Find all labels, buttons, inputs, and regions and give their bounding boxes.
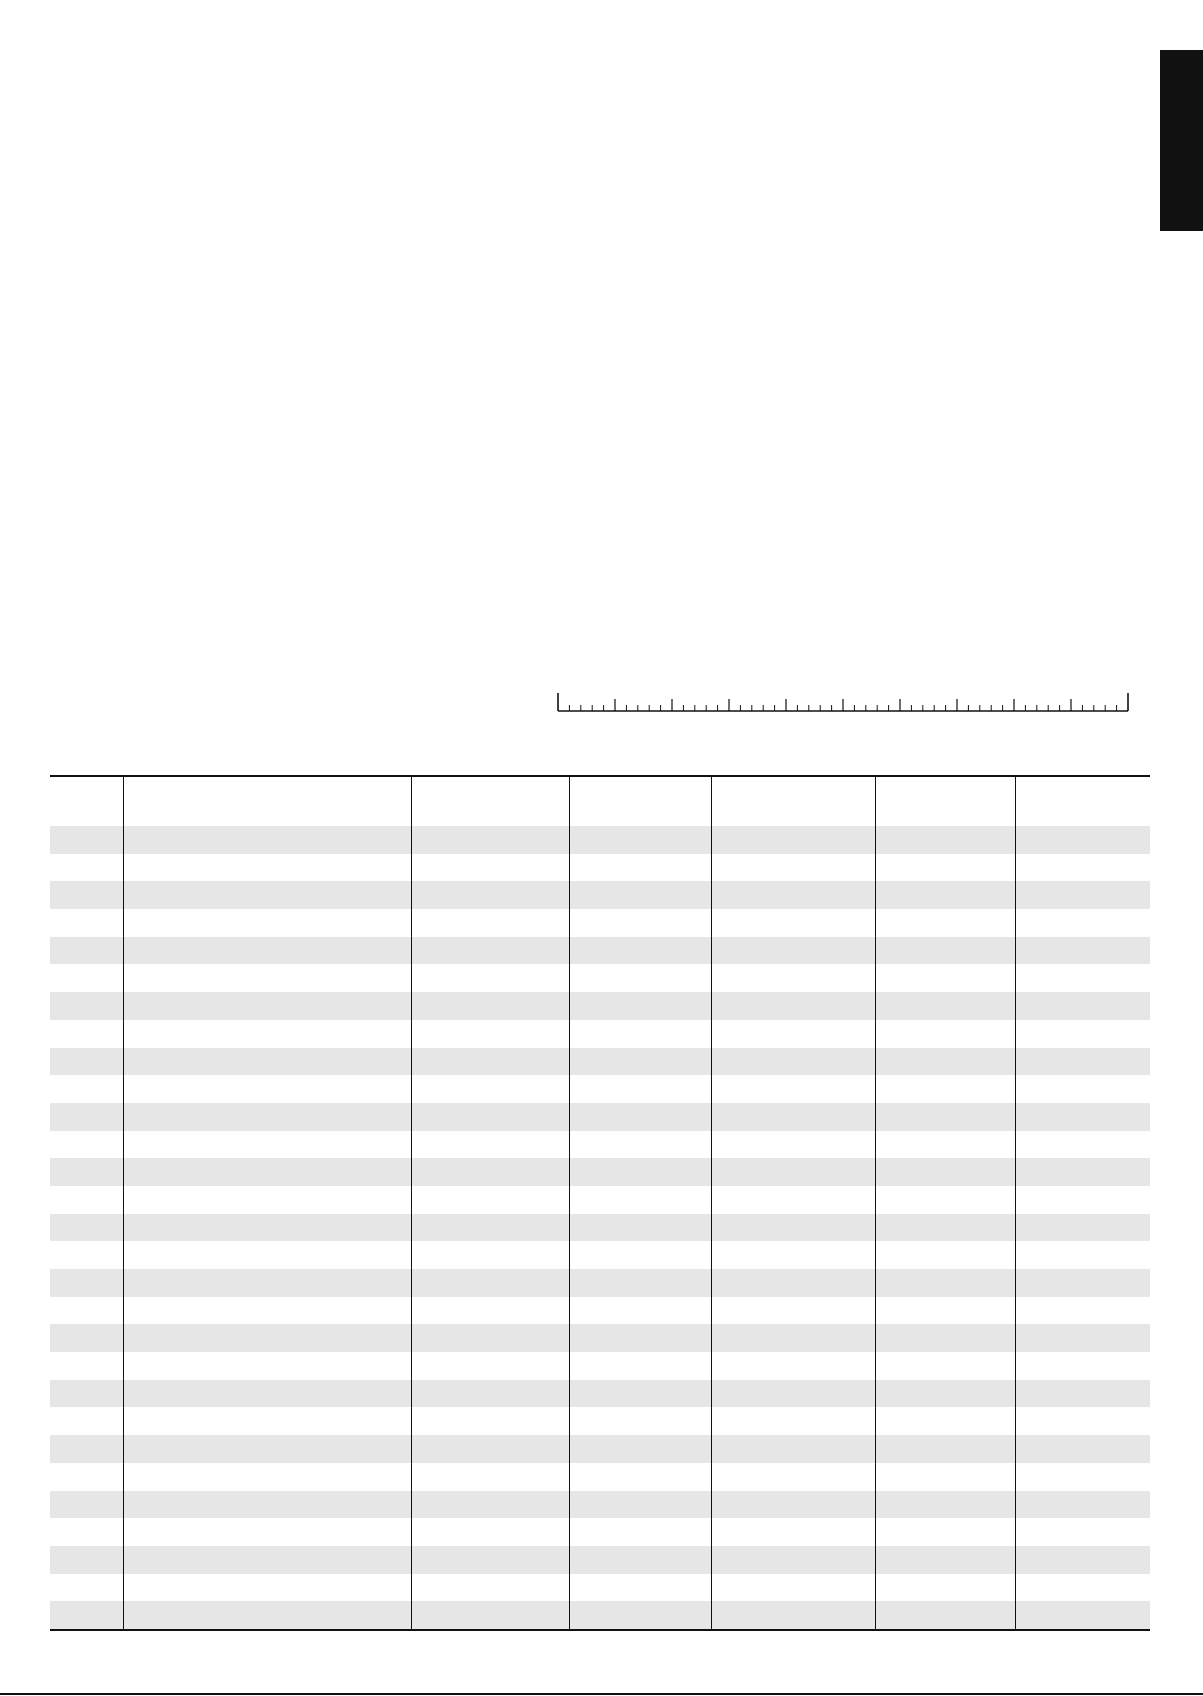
table-cell[interactable] xyxy=(1015,1075,1150,1103)
table-cell[interactable] xyxy=(50,1020,123,1048)
table-cell[interactable] xyxy=(50,964,123,992)
table-cell[interactable] xyxy=(50,909,123,937)
table-cell[interactable] xyxy=(411,854,569,882)
table-cell[interactable] xyxy=(569,1158,711,1186)
table-row xyxy=(50,1020,1150,1048)
table-cell[interactable] xyxy=(875,1435,1015,1463)
table-row xyxy=(50,1214,1150,1242)
table-cell[interactable] xyxy=(569,964,711,992)
table-body xyxy=(50,826,1150,1630)
table-cell[interactable] xyxy=(50,1463,123,1491)
table-cell[interactable] xyxy=(875,1020,1015,1048)
table-cell[interactable] xyxy=(123,1324,411,1352)
table-cell[interactable] xyxy=(411,1131,569,1159)
table-cell[interactable] xyxy=(711,1546,875,1574)
table-cell[interactable] xyxy=(711,1020,875,1048)
table-cell[interactable] xyxy=(875,1241,1015,1269)
table-cell[interactable] xyxy=(1015,964,1150,992)
table-cell[interactable] xyxy=(123,1103,411,1131)
table-cell[interactable] xyxy=(123,1463,411,1491)
table-cell[interactable] xyxy=(875,1574,1015,1602)
table-cell[interactable] xyxy=(875,1297,1015,1325)
table-cell[interactable] xyxy=(711,1463,875,1491)
table-cell[interactable] xyxy=(569,881,711,909)
table-cell[interactable] xyxy=(1015,1186,1150,1214)
table-cell[interactable] xyxy=(875,854,1015,882)
table-cell[interactable] xyxy=(875,1380,1015,1408)
table-cell[interactable] xyxy=(123,1407,411,1435)
table-row xyxy=(50,1435,1150,1463)
table-cell[interactable] xyxy=(411,1463,569,1491)
table-cell[interactable] xyxy=(875,909,1015,937)
table-cell[interactable] xyxy=(123,854,411,882)
table-cell[interactable] xyxy=(875,1186,1015,1214)
table-row xyxy=(50,1463,1150,1491)
table-cell[interactable] xyxy=(50,937,123,965)
table-row xyxy=(50,1186,1150,1214)
table-cell[interactable] xyxy=(569,1518,711,1546)
table-cell[interactable] xyxy=(875,826,1015,854)
column-header xyxy=(123,776,411,826)
table-cell[interactable] xyxy=(50,992,123,1020)
table-cell[interactable] xyxy=(875,992,1015,1020)
table-row xyxy=(50,1546,1150,1574)
table-cell[interactable] xyxy=(411,1435,569,1463)
table-cell[interactable] xyxy=(123,1546,411,1574)
table-cell[interactable] xyxy=(123,1048,411,1076)
table-cell[interactable] xyxy=(711,1158,875,1186)
footer-rule xyxy=(0,1693,1203,1695)
table-cell[interactable] xyxy=(569,1601,711,1630)
table-cell[interactable] xyxy=(711,881,875,909)
table-cell[interactable] xyxy=(569,1241,711,1269)
table-cell[interactable] xyxy=(411,1103,569,1131)
table-cell[interactable] xyxy=(411,964,569,992)
column-header xyxy=(1015,776,1150,826)
table-cell[interactable] xyxy=(1015,1574,1150,1602)
table-cell[interactable] xyxy=(569,909,711,937)
table-cell[interactable] xyxy=(123,1131,411,1159)
table-row xyxy=(50,1131,1150,1159)
table-cell[interactable] xyxy=(1015,826,1150,854)
table-cell[interactable] xyxy=(411,1380,569,1408)
table-cell[interactable] xyxy=(569,937,711,965)
table-cell[interactable] xyxy=(1015,1297,1150,1325)
table-row xyxy=(50,1075,1150,1103)
column-header xyxy=(569,776,711,826)
table-cell[interactable] xyxy=(123,826,411,854)
table-cell[interactable] xyxy=(569,1380,711,1408)
table-cell[interactable] xyxy=(711,1075,875,1103)
table-cell[interactable] xyxy=(569,1407,711,1435)
table-cell[interactable] xyxy=(411,1518,569,1546)
table-cell[interactable] xyxy=(569,1186,711,1214)
table-cell[interactable] xyxy=(1015,1158,1150,1186)
table-row xyxy=(50,964,1150,992)
table-cell[interactable] xyxy=(123,1075,411,1103)
table-cell[interactable] xyxy=(411,881,569,909)
table-cell[interactable] xyxy=(569,1020,711,1048)
table-cell[interactable] xyxy=(50,1601,123,1630)
table-cell[interactable] xyxy=(50,1214,123,1242)
table-cell[interactable] xyxy=(1015,1020,1150,1048)
table-cell[interactable] xyxy=(411,1407,569,1435)
table-cell[interactable] xyxy=(123,1269,411,1297)
table-cell[interactable] xyxy=(123,1241,411,1269)
table-cell[interactable] xyxy=(875,1463,1015,1491)
table-cell[interactable] xyxy=(123,1518,411,1546)
table-cell[interactable] xyxy=(875,1269,1015,1297)
table-row xyxy=(50,1380,1150,1408)
table-cell[interactable] xyxy=(875,1103,1015,1131)
table-cell[interactable] xyxy=(875,964,1015,992)
table-cell[interactable] xyxy=(123,1020,411,1048)
table-cell[interactable] xyxy=(569,1463,711,1491)
table-row xyxy=(50,937,1150,965)
table-row xyxy=(50,1241,1150,1269)
table-cell[interactable] xyxy=(569,1214,711,1242)
table-cell[interactable] xyxy=(711,1186,875,1214)
table-cell[interactable] xyxy=(711,1324,875,1352)
table-cell[interactable] xyxy=(123,992,411,1020)
table-row xyxy=(50,1324,1150,1352)
table-cell[interactable] xyxy=(569,1075,711,1103)
table-cell[interactable] xyxy=(50,1491,123,1519)
table-cell[interactable] xyxy=(711,1435,875,1463)
table-cell[interactable] xyxy=(875,1075,1015,1103)
table-cell[interactable] xyxy=(875,937,1015,965)
table-cell[interactable] xyxy=(875,1601,1015,1630)
table-cell[interactable] xyxy=(50,1297,123,1325)
table-cell[interactable] xyxy=(1015,1546,1150,1574)
table-cell[interactable] xyxy=(1015,1214,1150,1242)
table-cell[interactable] xyxy=(50,1075,123,1103)
table-cell[interactable] xyxy=(123,1352,411,1380)
table-cell[interactable] xyxy=(569,854,711,882)
table-cell[interactable] xyxy=(411,1186,569,1214)
table-cell[interactable] xyxy=(50,1241,123,1269)
table-cell[interactable] xyxy=(569,992,711,1020)
table-cell[interactable] xyxy=(411,1020,569,1048)
table-cell[interactable] xyxy=(411,1269,569,1297)
table-cell[interactable] xyxy=(50,1131,123,1159)
table-row xyxy=(50,1352,1150,1380)
table-cell[interactable] xyxy=(123,1380,411,1408)
table-cell[interactable] xyxy=(123,1297,411,1325)
table-cell[interactable] xyxy=(411,909,569,937)
table-cell[interactable] xyxy=(411,1241,569,1269)
table-cell[interactable] xyxy=(711,1297,875,1325)
table-cell[interactable] xyxy=(123,937,411,965)
table-cell[interactable] xyxy=(1015,1131,1150,1159)
table-row xyxy=(50,854,1150,882)
section-edge-tab xyxy=(1160,50,1203,231)
table-cell[interactable] xyxy=(1015,1435,1150,1463)
table-cell[interactable] xyxy=(711,964,875,992)
table-cell[interactable] xyxy=(569,1131,711,1159)
table-cell[interactable] xyxy=(50,1380,123,1408)
table-cell[interactable] xyxy=(1015,1324,1150,1352)
table-cell[interactable] xyxy=(711,909,875,937)
table-cell[interactable] xyxy=(875,1546,1015,1574)
table-cell[interactable] xyxy=(569,1103,711,1131)
table-cell[interactable] xyxy=(50,1048,123,1076)
table-cell[interactable] xyxy=(411,992,569,1020)
table-cell[interactable] xyxy=(711,1380,875,1408)
table-cell[interactable] xyxy=(569,1546,711,1574)
table-cell[interactable] xyxy=(711,937,875,965)
table-header-row xyxy=(50,776,1150,826)
table-cell[interactable] xyxy=(875,1491,1015,1519)
table-row xyxy=(50,1407,1150,1435)
table-cell[interactable] xyxy=(711,1518,875,1546)
table-row xyxy=(50,1158,1150,1186)
table-cell[interactable] xyxy=(569,1574,711,1602)
table-cell[interactable] xyxy=(123,1186,411,1214)
column-header xyxy=(411,776,569,826)
table-cell[interactable] xyxy=(123,964,411,992)
table-cell[interactable] xyxy=(711,1269,875,1297)
table-cell[interactable] xyxy=(50,1186,123,1214)
table-cell[interactable] xyxy=(1015,854,1150,882)
table-cell[interactable] xyxy=(569,1269,711,1297)
table-cell[interactable] xyxy=(411,1297,569,1325)
table-cell[interactable] xyxy=(123,1435,411,1463)
table-cell[interactable] xyxy=(411,1546,569,1574)
table-cell[interactable] xyxy=(123,909,411,937)
table-cell[interactable] xyxy=(50,854,123,882)
table-cell[interactable] xyxy=(411,826,569,854)
table-row xyxy=(50,826,1150,854)
table-cell[interactable] xyxy=(50,1407,123,1435)
table-cell[interactable] xyxy=(875,1158,1015,1186)
table-cell[interactable] xyxy=(1015,937,1150,965)
table-cell[interactable] xyxy=(711,1214,875,1242)
table-cell[interactable] xyxy=(569,1491,711,1519)
table-cell[interactable] xyxy=(50,1546,123,1574)
table-row xyxy=(50,992,1150,1020)
table-cell[interactable] xyxy=(875,1214,1015,1242)
table-row xyxy=(50,881,1150,909)
table-cell[interactable] xyxy=(411,1601,569,1630)
table-cell[interactable] xyxy=(711,1352,875,1380)
table-cell[interactable] xyxy=(411,1158,569,1186)
table-row xyxy=(50,909,1150,937)
table-cell[interactable] xyxy=(875,881,1015,909)
table-cell[interactable] xyxy=(711,854,875,882)
table-cell[interactable] xyxy=(1015,992,1150,1020)
measurement-ruler xyxy=(556,693,1130,717)
table-cell[interactable] xyxy=(569,826,711,854)
table-cell[interactable] xyxy=(875,1407,1015,1435)
table-cell[interactable] xyxy=(411,1491,569,1519)
table-cell[interactable] xyxy=(50,1435,123,1463)
column-header xyxy=(50,776,123,826)
table-cell[interactable] xyxy=(1015,881,1150,909)
table-cell[interactable] xyxy=(50,1574,123,1602)
table-cell[interactable] xyxy=(711,1103,875,1131)
table-cell[interactable] xyxy=(50,826,123,854)
table-cell[interactable] xyxy=(1015,1103,1150,1131)
table-cell[interactable] xyxy=(1015,1407,1150,1435)
table-cell[interactable] xyxy=(569,1435,711,1463)
table-cell[interactable] xyxy=(50,1518,123,1546)
table-cell[interactable] xyxy=(711,826,875,854)
table-cell[interactable] xyxy=(875,1518,1015,1546)
table-cell[interactable] xyxy=(1015,1269,1150,1297)
table-cell[interactable] xyxy=(123,1574,411,1602)
table-cell[interactable] xyxy=(1015,1352,1150,1380)
table-cell[interactable] xyxy=(569,1352,711,1380)
table-cell[interactable] xyxy=(411,937,569,965)
table-cell[interactable] xyxy=(875,1324,1015,1352)
table-cell[interactable] xyxy=(711,1131,875,1159)
table-cell[interactable] xyxy=(711,1241,875,1269)
table-row xyxy=(50,1574,1150,1602)
table-cell[interactable] xyxy=(411,1075,569,1103)
table-cell[interactable] xyxy=(123,881,411,909)
table-cell[interactable] xyxy=(1015,1518,1150,1546)
table-cell[interactable] xyxy=(123,1214,411,1242)
table-cell[interactable] xyxy=(569,1297,711,1325)
table-cell[interactable] xyxy=(875,1048,1015,1076)
table-cell[interactable] xyxy=(711,992,875,1020)
table-cell[interactable] xyxy=(50,1324,123,1352)
table-cell[interactable] xyxy=(1015,1048,1150,1076)
table-row xyxy=(50,1103,1150,1131)
table-row xyxy=(50,1297,1150,1325)
table-cell[interactable] xyxy=(411,1324,569,1352)
table-cell[interactable] xyxy=(123,1491,411,1519)
table-cell[interactable] xyxy=(1015,1601,1150,1630)
table-row xyxy=(50,1491,1150,1519)
table-cell[interactable] xyxy=(875,1352,1015,1380)
table-cell[interactable] xyxy=(569,1324,711,1352)
table-cell[interactable] xyxy=(875,1131,1015,1159)
table-cell[interactable] xyxy=(711,1048,875,1076)
table-row xyxy=(50,1048,1150,1076)
table-cell[interactable] xyxy=(711,1601,875,1630)
blank-log-table xyxy=(50,775,1150,1631)
column-header xyxy=(711,776,875,826)
table-cell[interactable] xyxy=(411,1574,569,1602)
table-cell[interactable] xyxy=(50,1103,123,1131)
table-cell[interactable] xyxy=(50,1158,123,1186)
table-cell[interactable] xyxy=(411,1214,569,1242)
table-cell[interactable] xyxy=(411,1352,569,1380)
table-cell[interactable] xyxy=(569,1048,711,1076)
table-cell[interactable] xyxy=(1015,1241,1150,1269)
column-header xyxy=(875,776,1015,826)
table-cell[interactable] xyxy=(711,1574,875,1602)
table-cell[interactable] xyxy=(1015,1380,1150,1408)
table-cell[interactable] xyxy=(123,1601,411,1630)
table-row xyxy=(50,1601,1150,1630)
table-row xyxy=(50,1269,1150,1297)
table-cell[interactable] xyxy=(1015,909,1150,937)
table-cell[interactable] xyxy=(50,1352,123,1380)
table-cell[interactable] xyxy=(411,1048,569,1076)
table-cell[interactable] xyxy=(711,1491,875,1519)
table-cell[interactable] xyxy=(1015,1491,1150,1519)
table-cell[interactable] xyxy=(1015,1463,1150,1491)
table-cell[interactable] xyxy=(50,1269,123,1297)
table-cell[interactable] xyxy=(123,1158,411,1186)
table-cell[interactable] xyxy=(711,1407,875,1435)
table-row xyxy=(50,1518,1150,1546)
table-cell[interactable] xyxy=(50,881,123,909)
